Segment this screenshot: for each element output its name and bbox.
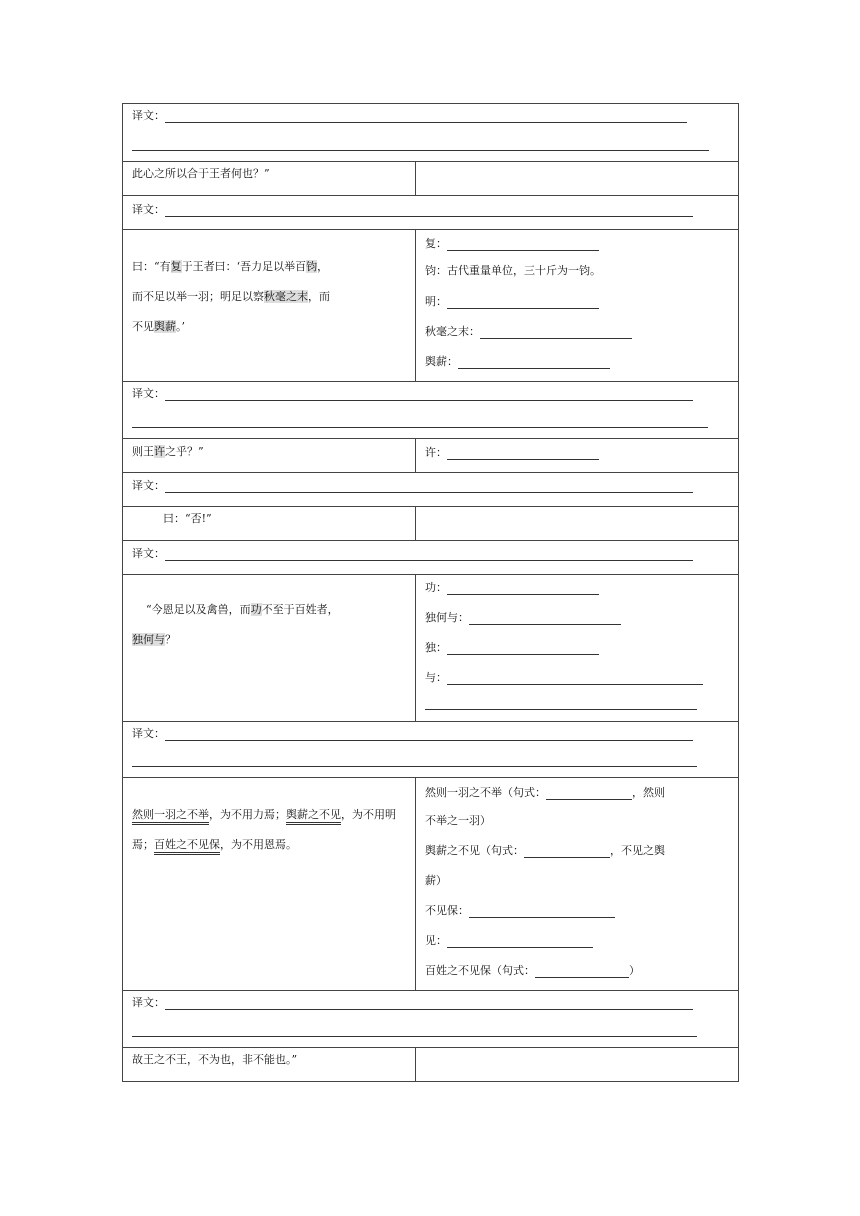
answer-line[interactable]	[165, 999, 693, 1010]
notes-cell: 复： 钧：古代重量单位，三十斤为一钧。 明： 秋毫之末： 舆薪：	[416, 230, 739, 382]
answer-line[interactable]	[165, 112, 687, 123]
answer-line[interactable]	[165, 206, 693, 217]
translation-label: 译文：	[132, 996, 165, 1009]
translation-label: 译文：	[132, 387, 165, 400]
source-text-cell	[123, 230, 416, 382]
translation-row	[123, 104, 739, 162]
source-text-cell	[123, 162, 416, 196]
notes-cell	[416, 162, 739, 196]
source-text: 然则一羽之不举，为不用力焉；舆薪之不见，为不用明焉；百姓之不见保，为不用恩焉。	[132, 800, 408, 860]
answer-line[interactable]	[447, 584, 599, 595]
source-text: 则王许之乎？”	[132, 445, 204, 458]
answer-line[interactable]	[447, 644, 599, 655]
translation-cell[interactable]	[123, 722, 739, 778]
answer-line[interactable]	[535, 967, 629, 978]
answer-line[interactable]	[447, 298, 599, 309]
translation-cell[interactable]	[123, 541, 739, 575]
worksheet	[122, 103, 738, 1082]
answer-line[interactable]	[447, 674, 703, 685]
answer-line[interactable]	[165, 390, 693, 401]
answer-line[interactable]	[165, 550, 693, 561]
answer-line[interactable]	[447, 449, 599, 460]
answer-line[interactable]	[132, 150, 709, 151]
translation-cell[interactable]	[123, 196, 739, 230]
notes-cell: 功： 独何与： 独： 与：	[416, 575, 739, 722]
source-text-cell	[123, 1048, 416, 1082]
worksheet-table	[122, 103, 739, 1082]
answer-line[interactable]	[165, 730, 693, 741]
source-text-cell	[123, 507, 416, 541]
translation-label: 译文：	[132, 479, 165, 492]
notes-cell	[416, 507, 739, 541]
notes-cell: 然则一羽之不举（句式： ，然则 不举之一羽） 舆薪之不见（句式： ，不见之舆 薪） 不见保： 见： 百姓之不见保（句式： ）	[416, 778, 739, 991]
source-text: 故王之不王，不为也，非不能也。”	[132, 1053, 298, 1066]
source-text: 此心之所以合于王者何也？”	[132, 167, 270, 180]
answer-line[interactable]	[165, 482, 693, 493]
answer-line[interactable]	[480, 328, 632, 339]
source-text-cell	[123, 439, 416, 473]
translation-label: 译文：	[132, 203, 165, 216]
answer-line[interactable]	[469, 907, 615, 918]
translation-cell[interactable]	[123, 104, 739, 162]
source-text: 曰：“否!”	[163, 512, 212, 525]
translation-cell[interactable]	[123, 473, 739, 507]
answer-line[interactable]	[469, 614, 621, 625]
notes-cell: 许：	[416, 439, 739, 473]
source-text: 曰：“有复于王者曰：‘吾力足以举百钧， 而不足以举一羽；明足以察秋毫之末，而 不见舆薪。’	[132, 260, 330, 333]
notes-cell	[416, 1048, 739, 1082]
translation-cell[interactable]	[123, 991, 739, 1048]
answer-line[interactable]	[132, 766, 697, 767]
source-text-cell	[123, 778, 416, 991]
answer-line[interactable]	[132, 1036, 697, 1037]
answer-line[interactable]	[524, 847, 610, 858]
translation-cell[interactable]	[123, 382, 739, 439]
translation-label: 译文：	[132, 547, 165, 560]
answer-line[interactable]	[447, 240, 599, 251]
source-text-cell	[123, 575, 416, 722]
translation-label: 译文：	[132, 727, 165, 740]
translation-label: 译文：	[132, 109, 165, 122]
answer-line[interactable]	[425, 699, 697, 710]
answer-line[interactable]	[447, 937, 593, 948]
answer-line[interactable]	[132, 427, 708, 428]
answer-line[interactable]	[546, 789, 632, 800]
answer-line[interactable]	[458, 358, 610, 369]
source-text: “今恩足以及禽兽，而功不至于百姓者， 独何与？	[132, 603, 339, 646]
